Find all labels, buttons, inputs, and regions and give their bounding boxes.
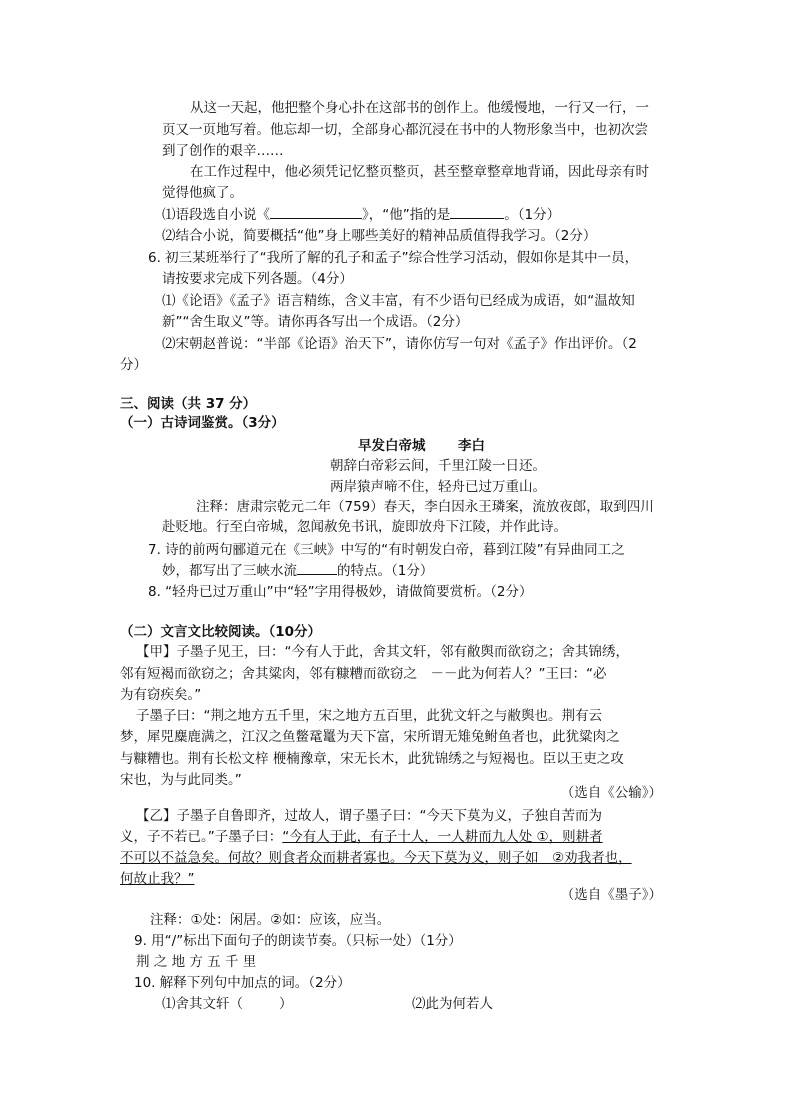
answer-blank[interactable] <box>450 206 504 219</box>
excerpt-line: 觉得他疯了。 <box>162 185 243 201</box>
question-line: ⑵结合小说，简要概括“他”身上哪些美好的精神品质值得我学习。（2分） <box>162 228 597 244</box>
poem-line: 朝辞白帝彩云间，千里江陵一日还。 <box>330 458 546 474</box>
poem-note: 赴贬地。行至白帝城，忽闻赦免书讯，旋即放舟下江陵，并作此诗。 <box>162 519 567 535</box>
passage-line: 梦，犀兕麋鹿满之，江汉之鱼鳖鼋鼍为天下富，宋所谓无雉兔鲋鱼者也，此犹粱肉之 <box>120 729 620 745</box>
underlined-passage: 何故止我？” <box>120 871 195 887</box>
question-line: 8. “轻舟已过万重山”中“轻”字用得极妙，请做简要赏析。（2分） <box>148 584 533 600</box>
question-text: 》，“他”指的是 <box>362 207 451 223</box>
source-citation: （选自《墨子》） <box>560 887 662 903</box>
question-line: 新”“舍生取义”等。请你再各写出一个成语。（2分） <box>162 314 469 330</box>
passage-line: 【甲】子墨子见王，曰：“今有人于此，舍其文轩，邻有敝舆而欲窃之；舍其锦绣， <box>136 644 629 660</box>
question-line: 9. 用“/”标出下面句子的朗读节奏。（只标一处）（1分） <box>134 933 462 949</box>
question-line: ⑵宋朝赵普说：“半部《论语》治天下”，请你仿写一句对《孟子》作出评价。（2 <box>162 336 637 352</box>
poem-author: 李白 <box>458 438 485 454</box>
passage-line: 【乙】子墨子自鲁即齐，过故人，谓子墨子曰：“今天下莫为义，子独自苦而为 <box>136 808 602 824</box>
excerpt-line: 到了创作的艰辛…… <box>162 143 284 159</box>
source-citation: （选自《公输》） <box>560 785 662 801</box>
subsection-title: （一）古诗词鉴赏。（3分） <box>120 415 285 431</box>
question-line: 6. 初三某班举行了“我所了解的孔子和孟子”综合性学习活动，假如你是其中一员， <box>148 250 639 266</box>
underlined-passage: “今有人于此，有子十人，一人耕而九人处 ①，则耕者 <box>282 829 603 845</box>
question-text: 妙，都写出了三峡水流 <box>162 563 297 579</box>
poem-note: 注释：唐肃宗乾元二年（759）春天，李白因永王璘案，流放夜郎，取到四川 <box>196 499 654 515</box>
question-line: ⑵此为何若人 <box>412 996 493 1012</box>
question-line <box>162 561 433 581</box>
question-line: 10. 解释下列句中加点的词。（2分） <box>134 975 351 991</box>
passage-line: 邻有短褐而欲窃之；舍其粱肉，邻有糠糟而欲窃之 －－此为何若人？”王曰：“必 <box>120 666 607 682</box>
question-text: ⑴舍其文轩（ <box>162 996 243 1012</box>
poem-line: 两岸猿声啼不住，轻舟已过万重山。 <box>330 479 546 495</box>
answer-blank[interactable] <box>297 562 337 575</box>
passage-line: 宋也，为与此同类。” <box>120 772 242 788</box>
question-text: ⑴语段选自小说《 <box>162 207 270 223</box>
passage-text: 义，子不若已。”子墨子曰： <box>120 829 283 845</box>
subsection-title: （二）文言文比较阅读。（10分） <box>120 624 322 640</box>
passage-line: 子墨子曰：“荆之地方五千里，宋之地方五百里，此犹文轩之与敝舆也。荆有云 <box>136 708 602 724</box>
underlined-passage: 不可以不益急矣。何故？则食者众而耕者寡也。今天下莫为义，则子如 ②劝我者也， <box>120 850 632 866</box>
passage-line: 与糠糟也。荆有长松文梓 楩楠豫章，宋无长木，此犹锦绣之与短褐也。臣以王吏之攻 <box>120 751 624 767</box>
excerpt-line: 在工作过程中，他必须凭记忆整页整页，甚至整章整章地背诵，因此母亲有时 <box>190 164 649 180</box>
question-text: 。（1分） <box>504 207 561 223</box>
poem-title: 早发白帝城 <box>358 438 426 454</box>
question-line <box>162 205 560 225</box>
question-text: ） <box>279 996 293 1012</box>
excerpt-line: 从这一天起，他把整个身心扑在这部书的创作上。他缓慢地，一行又一行，一 <box>190 100 649 116</box>
question-line: 分） <box>120 357 147 373</box>
annotation: 注释：①处：闲居。②如：应该，应当。 <box>150 912 391 928</box>
question-line: 7. 诗的前两句郦道元在《三峡》中写的“有时朝发白帝，暮到江陵”有异曲同工之 <box>148 542 625 558</box>
question-sentence: 荆 之 地 方 五 千 里 <box>136 954 257 970</box>
question-line <box>162 994 293 1014</box>
passage-line: 为有窃疾矣。” <box>120 687 202 703</box>
question-line: ⑴《论语》《孟子》语言精练，含义丰富，有不少语句已经成为成语，如“温故知 <box>162 293 635 309</box>
excerpt-line: 页又一页地写着。他忘却一切，全部身心都沉浸在书中的人物形象当中，也初次尝 <box>162 122 648 138</box>
section-title: 三、阅读（共 37 分） <box>120 396 257 412</box>
passage-line <box>120 827 603 847</box>
question-text: 的特点。（1分） <box>337 563 434 579</box>
question-line: 请按要求完成下列各题。（4分） <box>162 271 353 287</box>
answer-blank[interactable] <box>270 206 362 219</box>
